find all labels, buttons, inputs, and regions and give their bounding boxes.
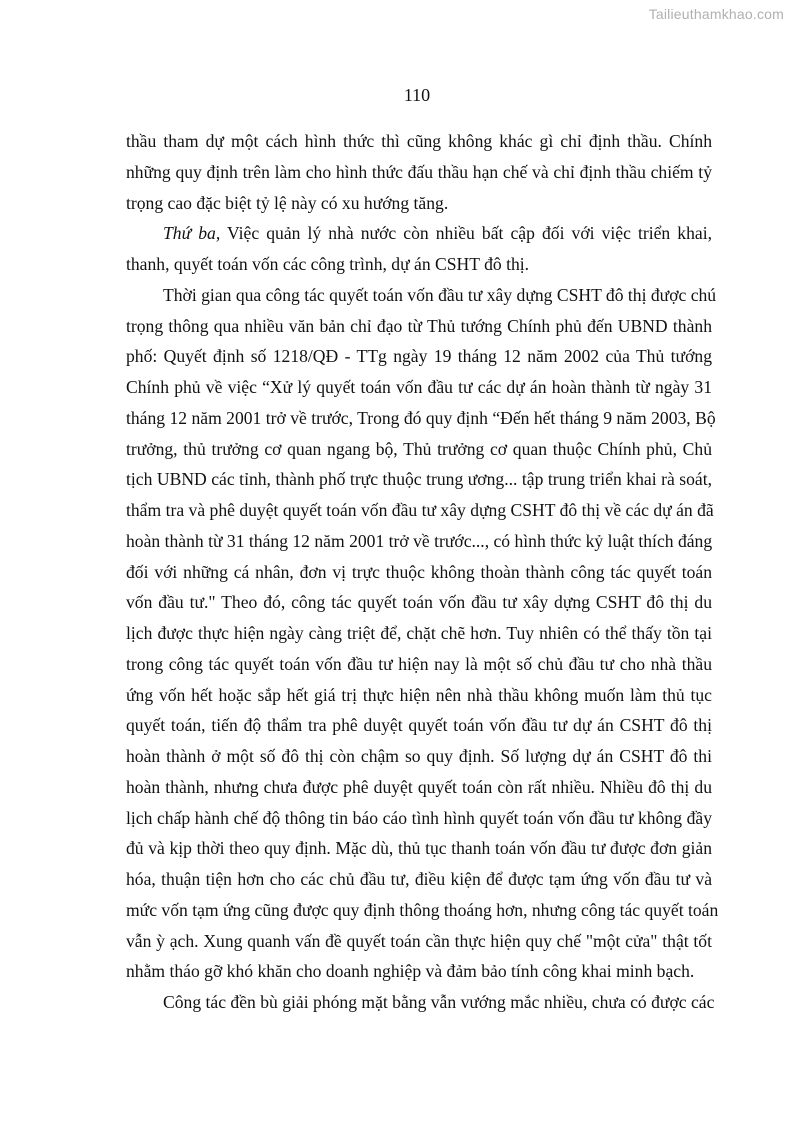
text-line: vẫn ỳ ạch. Xung quanh vấn đề quyết toán cần thực hiện quy chế "một cửa" thật tốt: [126, 930, 712, 951]
text-line: ứng vốn hết hoặc sắp hết giá trị thực hiện nên nhà thầu không muốn làm thủ tục: [126, 684, 712, 705]
text-line: những quy định trên làm cho hình thức đấu thầu hạn chế và chỉ định thầu chiếm tỷ: [126, 161, 712, 182]
text-line: lịch được thực hiện ngày càng triệt để, chặt chẽ hơn. Tuy nhiên có thể thấy tồn tại: [126, 623, 712, 643]
watermark: Tailieuthamkhao.com: [648, 6, 784, 22]
text-line: hóa, thuận tiện hơn cho các chủ đầu tư, điều kiện để được tạm ứng vốn đầu tư và: [126, 869, 712, 889]
text-line: trong công tác quyết toán vốn đầu tư hiện nay là một số chủ đầu tư cho nhà thầu: [126, 653, 712, 674]
text-line: phố: Quyết định số 1218/QĐ - TTg ngày 19 tháng 12 năm 2002 của Thủ tướng: [126, 346, 712, 367]
text-line: mức vốn tạm ứng cũng được quy định thông thoáng hơn, nhưng công tác quyết toán: [126, 899, 719, 920]
text-line: Công tác đền bù giải phóng mặt bằng vẫn vướng mắc nhiều, chưa có được các: [163, 992, 715, 1012]
text-line: tháng 12 năm 2001 trở về trước, Trong đó quy định “Đến hết tháng 9 năm 2003, Bộ: [126, 407, 716, 428]
text-line: lịch chấp hành chế độ thông tin báo cáo tình hình quyết toán vốn đầu tư không đầy: [126, 807, 712, 828]
page-number: 110: [403, 85, 431, 105]
text-line: vốn đầu tư." Theo đó, công tác quyết toán vốn đầu tư xây dựng CSHT đô thị du: [126, 592, 712, 613]
italic-lead: Thứ ba,: [163, 223, 221, 244]
text-line: hoàn thành từ 31 tháng 12 năm 2001 trở về trước..., có hình thức kỷ luật thích đáng: [126, 530, 713, 551]
text-line: tịch UBND các tỉnh, thành phố trực thuộc trung ương... tập trung triển khai rà soát,: [126, 469, 712, 490]
text-line: nhằm tháo gỡ khó khăn cho doanh nghiệp và đảm bảo tính công khai minh bạch.: [126, 961, 695, 982]
text-line: trọng thông qua nhiều văn bản chỉ đạo từ Thủ tướng Chính phủ đến UBND thành: [126, 315, 712, 336]
text-line: hoàn thành, nhưng chưa được phê duyệt quyết toán còn rất nhiều. Nhiều đô thị du: [126, 776, 712, 797]
text-line: quyết toán, tiến độ thẩm tra phê duyệt quyết toán vốn đầu tư dự án CSHT đô thị: [126, 715, 712, 736]
text-line: trọng cao đặc biệt tỷ lệ này có xu hướng tăng.: [126, 192, 449, 213]
text-line: thẩm tra và phê duyệt quyết toán vốn đầu tư xây dựng CSHT đô thị về các dự án đã: [126, 500, 714, 520]
text-line-rest: Việc quản lý nhà nước còn nhiều bất cập đối với việc triển khai,: [227, 223, 712, 244]
document-body: [126, 126, 719, 1018]
text-line: đủ và kịp thời theo quy định. Mặc dù, thủ tục thanh toán vốn đầu tư được đơn giản: [126, 838, 712, 859]
text-line: Chính phủ về việc “Xử lý quyết toán vốn đầu tư các dự án hoàn thành từ ngày 31: [126, 377, 712, 397]
text-line: trưởng, thủ trưởng cơ quan ngang bộ, Thủ trưởng cơ quan thuộc Chính phủ, Chủ: [126, 438, 712, 459]
text-line: hoàn thành ở một số đô thị còn chậm so quy định. Số lượng dự án CSHT đô thi: [126, 746, 712, 766]
text-line: thầu tham dự một cách hình thức thì cũng không khác gì chỉ định thầu. Chính: [126, 131, 712, 151]
text-line: [126, 218, 712, 249]
text-line: Thời gian qua công tác quyết toán vốn đầu tư xây dựng CSHT đô thị được chú: [163, 284, 717, 305]
text-line: thanh, quyết toán vốn các công trình, dự án CSHT đô thị.: [126, 254, 530, 274]
text-line: đối với những cá nhân, đơn vị trực thuộc không thoàn thành công tác quyết toán: [126, 561, 712, 582]
